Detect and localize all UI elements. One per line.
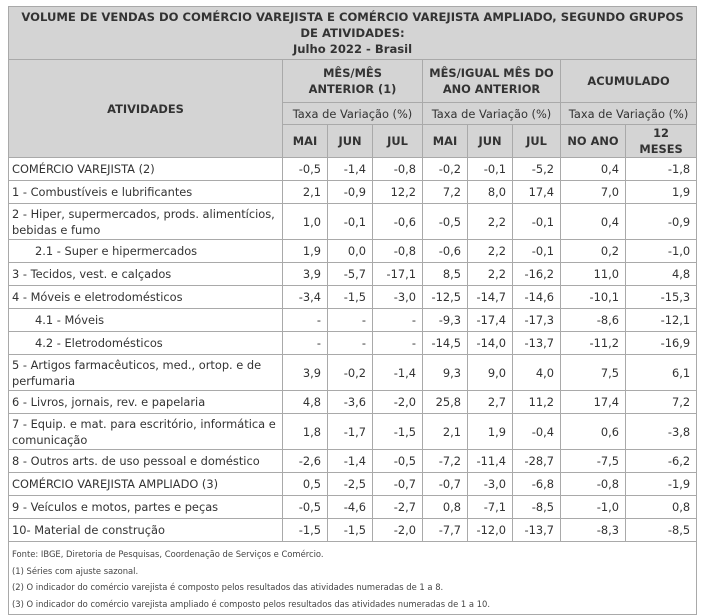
cell-value: - bbox=[373, 332, 423, 355]
row-label: COMÉRCIO VAREJISTA AMPLIADO (3) bbox=[9, 473, 283, 496]
cell-value: -0,7 bbox=[423, 473, 468, 496]
cell-value: -0,1 bbox=[468, 158, 513, 181]
cell-value: - bbox=[328, 332, 373, 355]
cell-value: -16,9 bbox=[626, 332, 697, 355]
cell-value: -14,6 bbox=[513, 286, 561, 309]
cell-value: -8,5 bbox=[626, 519, 697, 542]
footnote-3: (3) O indicador do comércio varejista ampliado é composto pelos resultados das atividades numeradas de 1 a 10. bbox=[12, 598, 491, 609]
row-label: 1 - Combustíveis e lubrificantes bbox=[9, 181, 283, 204]
header-atividades: ATIVIDADES bbox=[9, 60, 283, 158]
cell-value: 2,2 bbox=[468, 263, 513, 286]
cell-value: -14,7 bbox=[468, 286, 513, 309]
cell-value: -0,8 bbox=[373, 158, 423, 181]
footnote-1: (1) Séries com ajuste sazonal. bbox=[12, 565, 139, 576]
cell-value: 8,5 bbox=[423, 263, 468, 286]
header-month: JUN bbox=[468, 125, 513, 158]
cell-value: 17,4 bbox=[561, 391, 626, 414]
cell-value: -0,5 bbox=[373, 450, 423, 473]
cell-value: 4,8 bbox=[283, 391, 328, 414]
cell-value: -2,5 bbox=[328, 473, 373, 496]
table-row bbox=[9, 204, 697, 240]
cell-value: -0,5 bbox=[283, 158, 328, 181]
table-row bbox=[9, 355, 697, 391]
footnote-source: Fonte: IBGE, Diretoria de Pesquisas, Coordenação de Serviços e Comércio. bbox=[12, 549, 324, 559]
footnotes bbox=[9, 542, 697, 615]
cell-value: -5,2 bbox=[513, 158, 561, 181]
cell-value: 1,8 bbox=[283, 414, 328, 450]
cell-value: -3,4 bbox=[283, 286, 328, 309]
cell-value: -6,8 bbox=[513, 473, 561, 496]
cell-value: 9,3 bbox=[423, 355, 468, 391]
table-row bbox=[9, 519, 697, 542]
cell-value: -9,3 bbox=[423, 309, 468, 332]
cell-value: 0,8 bbox=[626, 496, 697, 519]
cell-value: -1,4 bbox=[328, 450, 373, 473]
cell-value: -1,8 bbox=[626, 158, 697, 181]
row-label: 10- Material de construção bbox=[9, 519, 283, 542]
cell-value: -1,0 bbox=[626, 240, 697, 263]
cell-value: -1,5 bbox=[328, 519, 373, 542]
cell-value: -3,8 bbox=[626, 414, 697, 450]
cell-value: 1,9 bbox=[283, 240, 328, 263]
table-row bbox=[9, 309, 697, 332]
cell-value: -1,9 bbox=[626, 473, 697, 496]
cell-value: 2,1 bbox=[283, 181, 328, 204]
cell-value: -12,5 bbox=[423, 286, 468, 309]
cell-value: -6,2 bbox=[626, 450, 697, 473]
row-label: 2.1 - Super e hipermercados bbox=[9, 240, 283, 263]
table-row bbox=[9, 158, 697, 181]
cell-value: -3,0 bbox=[468, 473, 513, 496]
cell-value: -17,1 bbox=[373, 263, 423, 286]
header-group-igual-mes: MÊS/IGUAL MÊS DO ANO ANTERIOR bbox=[423, 60, 561, 103]
table-row bbox=[9, 473, 697, 496]
table-row bbox=[9, 414, 697, 450]
cell-value: -8,5 bbox=[513, 496, 561, 519]
cell-value: -2,7 bbox=[373, 496, 423, 519]
table-row bbox=[9, 263, 697, 286]
cell-value: -1,5 bbox=[373, 414, 423, 450]
cell-value: 1,9 bbox=[468, 414, 513, 450]
row-label: 5 - Artigos farmacêuticos, med., ortop. e de perfumaria bbox=[9, 355, 283, 391]
cell-value: -12,0 bbox=[468, 519, 513, 542]
table-row bbox=[9, 240, 697, 263]
cell-value: -3,0 bbox=[373, 286, 423, 309]
cell-value: -1,0 bbox=[561, 496, 626, 519]
header-month: MAI bbox=[283, 125, 328, 158]
cell-value: 2,2 bbox=[468, 240, 513, 263]
cell-value: 2,2 bbox=[468, 204, 513, 240]
cell-value: -0,1 bbox=[513, 240, 561, 263]
cell-value: - bbox=[283, 332, 328, 355]
cell-value: 8,0 bbox=[468, 181, 513, 204]
row-label: 3 - Tecidos, vest. e calçados bbox=[9, 263, 283, 286]
cell-value: -0,8 bbox=[373, 240, 423, 263]
cell-value: -14,5 bbox=[423, 332, 468, 355]
cell-value: 12,2 bbox=[373, 181, 423, 204]
cell-value: -0,4 bbox=[513, 414, 561, 450]
cell-value: -0,1 bbox=[513, 204, 561, 240]
table-row bbox=[9, 286, 697, 309]
header-month: NO ANO bbox=[561, 125, 626, 158]
cell-value: 0,8 bbox=[423, 496, 468, 519]
title-line-1: VOLUME DE VENDAS DO COMÉRCIO VAREJISTA E COMÉRCIO VAREJISTA AMPLIADO, SEGUNDO GRUPOS DE ATIVIDADES: bbox=[21, 10, 684, 40]
cell-value: -17,3 bbox=[513, 309, 561, 332]
sales-volume-table bbox=[8, 6, 697, 615]
cell-value: -4,6 bbox=[328, 496, 373, 519]
cell-value: -2,0 bbox=[373, 519, 423, 542]
row-label: 9 - Veículos e motos, partes e peças bbox=[9, 496, 283, 519]
cell-value: -0,7 bbox=[373, 473, 423, 496]
cell-value: 0,6 bbox=[561, 414, 626, 450]
header-taxa-1: Taxa de Variação (%) bbox=[283, 103, 423, 125]
title-line-2: Julho 2022 - Brasil bbox=[292, 42, 413, 56]
cell-value: 2,1 bbox=[423, 414, 468, 450]
cell-value: 2,7 bbox=[468, 391, 513, 414]
row-label: 4 - Móveis e eletrodomésticos bbox=[9, 286, 283, 309]
cell-value: -11,4 bbox=[468, 450, 513, 473]
header-group-acumulado: ACUMULADO bbox=[561, 60, 697, 103]
cell-value: 7,2 bbox=[423, 181, 468, 204]
cell-value: -0,1 bbox=[328, 204, 373, 240]
cell-value: 4,8 bbox=[626, 263, 697, 286]
cell-value: -28,7 bbox=[513, 450, 561, 473]
cell-value: -0,5 bbox=[283, 496, 328, 519]
cell-value: 6,1 bbox=[626, 355, 697, 391]
cell-value: - bbox=[373, 309, 423, 332]
cell-value: 0,2 bbox=[561, 240, 626, 263]
cell-value: 3,9 bbox=[283, 355, 328, 391]
cell-value: 3,9 bbox=[283, 263, 328, 286]
cell-value: -8,6 bbox=[561, 309, 626, 332]
cell-value: -13,7 bbox=[513, 332, 561, 355]
cell-value: -7,5 bbox=[561, 450, 626, 473]
cell-value: 0,4 bbox=[561, 204, 626, 240]
cell-value: -0,6 bbox=[423, 240, 468, 263]
cell-value: -1,4 bbox=[328, 158, 373, 181]
cell-value: -0,2 bbox=[423, 158, 468, 181]
table-row bbox=[9, 332, 697, 355]
footnotes-row bbox=[9, 542, 697, 615]
cell-value: 0,5 bbox=[283, 473, 328, 496]
cell-value: -7,2 bbox=[423, 450, 468, 473]
table-row bbox=[9, 450, 697, 473]
table-row bbox=[9, 391, 697, 414]
cell-value: 17,4 bbox=[513, 181, 561, 204]
cell-value: -0,5 bbox=[423, 204, 468, 240]
cell-value: -2,0 bbox=[373, 391, 423, 414]
table-row bbox=[9, 496, 697, 519]
row-label: COMÉRCIO VAREJISTA (2) bbox=[9, 158, 283, 181]
cell-value: -14,0 bbox=[468, 332, 513, 355]
cell-value: -1,4 bbox=[373, 355, 423, 391]
cell-value: 25,8 bbox=[423, 391, 468, 414]
cell-value: 0,0 bbox=[328, 240, 373, 263]
cell-value: -0,9 bbox=[626, 204, 697, 240]
cell-value: -1,7 bbox=[328, 414, 373, 450]
cell-value: -12,1 bbox=[626, 309, 697, 332]
footnote-2: (2) O indicador do comércio varejista é composto pelos resultados das atividades numeradas de 1 a 8. bbox=[12, 582, 444, 592]
cell-value: -15,3 bbox=[626, 286, 697, 309]
cell-value: -17,4 bbox=[468, 309, 513, 332]
cell-value: 0,4 bbox=[561, 158, 626, 181]
header-month: MAI bbox=[423, 125, 468, 158]
cell-value: -3,6 bbox=[328, 391, 373, 414]
cell-value: -5,7 bbox=[328, 263, 373, 286]
cell-value: 7,0 bbox=[561, 181, 626, 204]
cell-value: -1,5 bbox=[283, 519, 328, 542]
cell-value: - bbox=[283, 309, 328, 332]
sales-volume-table-container bbox=[8, 6, 696, 615]
cell-value: 1,0 bbox=[283, 204, 328, 240]
cell-value: -1,5 bbox=[328, 286, 373, 309]
header-month: JUN bbox=[328, 125, 373, 158]
header-month: JUL bbox=[513, 125, 561, 158]
header-month: 12 MESES bbox=[626, 125, 697, 158]
header-taxa-3: Taxa de Variação (%) bbox=[561, 103, 697, 125]
cell-value: -0,9 bbox=[328, 181, 373, 204]
row-label: 2 - Hiper, supermercados, prods. alimentícios, bebidas e fumo bbox=[9, 204, 283, 240]
cell-value: 1,9 bbox=[626, 181, 697, 204]
table-title bbox=[9, 7, 697, 60]
cell-value: -7,1 bbox=[468, 496, 513, 519]
cell-value: -0,6 bbox=[373, 204, 423, 240]
header-group-mes-anterior: MÊS/MÊS ANTERIOR (1) bbox=[283, 60, 423, 103]
cell-value: 11,0 bbox=[561, 263, 626, 286]
table-row bbox=[9, 181, 697, 204]
cell-value: 7,2 bbox=[626, 391, 697, 414]
cell-value: -10,1 bbox=[561, 286, 626, 309]
cell-value: -11,2 bbox=[561, 332, 626, 355]
header-taxa-2: Taxa de Variação (%) bbox=[423, 103, 561, 125]
cell-value: -16,2 bbox=[513, 263, 561, 286]
cell-value: -2,6 bbox=[283, 450, 328, 473]
row-label: 7 - Equip. e mat. para escritório, informática e comunicação bbox=[9, 414, 283, 450]
cell-value: -8,3 bbox=[561, 519, 626, 542]
cell-value: -7,7 bbox=[423, 519, 468, 542]
header-month: JUL bbox=[373, 125, 423, 158]
cell-value: 9,0 bbox=[468, 355, 513, 391]
row-label: 4.2 - Eletrodomésticos bbox=[9, 332, 283, 355]
cell-value: 7,5 bbox=[561, 355, 626, 391]
row-label: 6 - Livros, jornais, rev. e papelaria bbox=[9, 391, 283, 414]
row-label: 4.1 - Móveis bbox=[9, 309, 283, 332]
cell-value: -13,7 bbox=[513, 519, 561, 542]
cell-value: 4,0 bbox=[513, 355, 561, 391]
cell-value: 11,2 bbox=[513, 391, 561, 414]
cell-value: -0,2 bbox=[328, 355, 373, 391]
cell-value: -0,8 bbox=[561, 473, 626, 496]
cell-value: - bbox=[328, 309, 373, 332]
row-label: 8 - Outros arts. de uso pessoal e doméstico bbox=[9, 450, 283, 473]
